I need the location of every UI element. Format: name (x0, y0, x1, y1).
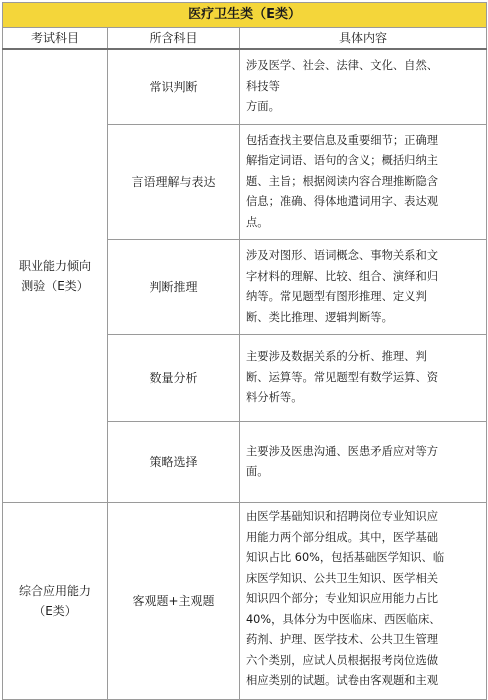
table-row (3, 503, 487, 700)
table-header-row (3, 28, 487, 50)
content-cell (240, 49, 487, 125)
content-line: 知识占比 60%，包括基础医学知识、临 (246, 551, 445, 564)
content-line: 相应类别的试题。试卷由客观题和主观 (246, 674, 439, 687)
content-line: 解指定词语、语句的含义；概括归纳主 (246, 154, 439, 168)
exam-name-cell (3, 49, 108, 503)
content-line: 信息；准确、得体地遣词用字、表达观 (246, 195, 439, 209)
table-title: 医疗卫生类（E类） (3, 3, 487, 28)
content-line: 包括查找主要信息及重要细节；正确理 (246, 133, 439, 147)
exam-subject-table (2, 2, 487, 700)
content-line: 料分析等。 (246, 391, 303, 405)
content-line: 用能力两个部分组成。其中，医学基础 (246, 530, 439, 544)
content-line: 由医学基础知识和招聘岗位专业知识应 (246, 510, 439, 523)
content-line: 面。 (246, 465, 269, 478)
content-cell (240, 125, 487, 240)
exam-name-line: （E类） (33, 604, 77, 618)
content-cell (240, 422, 487, 503)
content-line: 六个类别，应试人员根据报考岗位选做 (246, 653, 439, 667)
subject-cell: 策略选择 (108, 422, 240, 503)
content-cell (240, 503, 487, 700)
header-subject: 所含科目 (108, 28, 240, 50)
subject-cell: 言语理解与表达 (108, 125, 240, 240)
content-line: 药剂、护理、医学技术、公共卫生管理 (246, 633, 439, 646)
content-line: 涉及医学、社会、法律、文化、自然、 (246, 59, 439, 73)
content-line: 断、类比推理、逻辑判断等。 (246, 310, 393, 324)
content-clip (246, 507, 482, 687)
subject-cell: 常识判断 (108, 49, 240, 125)
content-line: 纳等。常见题型有图形推理、定义判 (246, 290, 427, 303)
exam-name-line: 职业能力倾向 (18, 259, 91, 273)
subject-cell: 判断推理 (108, 240, 240, 335)
header-content: 具体内容 (240, 28, 487, 50)
content-line: 主要涉及数据关系的分析、推理、判 (246, 350, 427, 364)
exam-name-line: 测验（E类） (21, 279, 89, 293)
header-exam: 考试科目 (3, 28, 108, 50)
content-line: 床医学知识、公共卫生知识、医学相关 (246, 571, 439, 585)
content-line: 涉及对图形、语词概念、事物关系和文 (246, 249, 439, 262)
content-line: 断、运算等。常见题型有数学运算、资 (246, 370, 439, 384)
table-row (3, 49, 487, 125)
content-line: 知识四个部分；专业知识应用能力占比 (246, 592, 439, 605)
content-line: 科技等 (246, 79, 280, 93)
exam-name-cell (3, 503, 108, 700)
content-line: 字材料的理解、比较、组合、演绎和归 (246, 269, 439, 283)
exam-name-line: 综合应用能力 (18, 584, 91, 598)
content-line: 主要涉及医患沟通、医患矛盾应对等方 (246, 444, 439, 458)
content-line: 点。 (246, 215, 269, 229)
content-line: 方面。 (246, 100, 280, 114)
content-cell (240, 335, 487, 422)
subject-cell: 客观题+主观题 (108, 503, 240, 700)
content-line: 题、主旨；根据阅读内容合理推断隐含 (246, 174, 439, 188)
content-cell (240, 240, 487, 335)
subject-cell: 数量分析 (108, 335, 240, 422)
content-line: 40%，具体分为中医临床、西医临床、 (246, 612, 441, 626)
table-title-row (3, 3, 487, 28)
